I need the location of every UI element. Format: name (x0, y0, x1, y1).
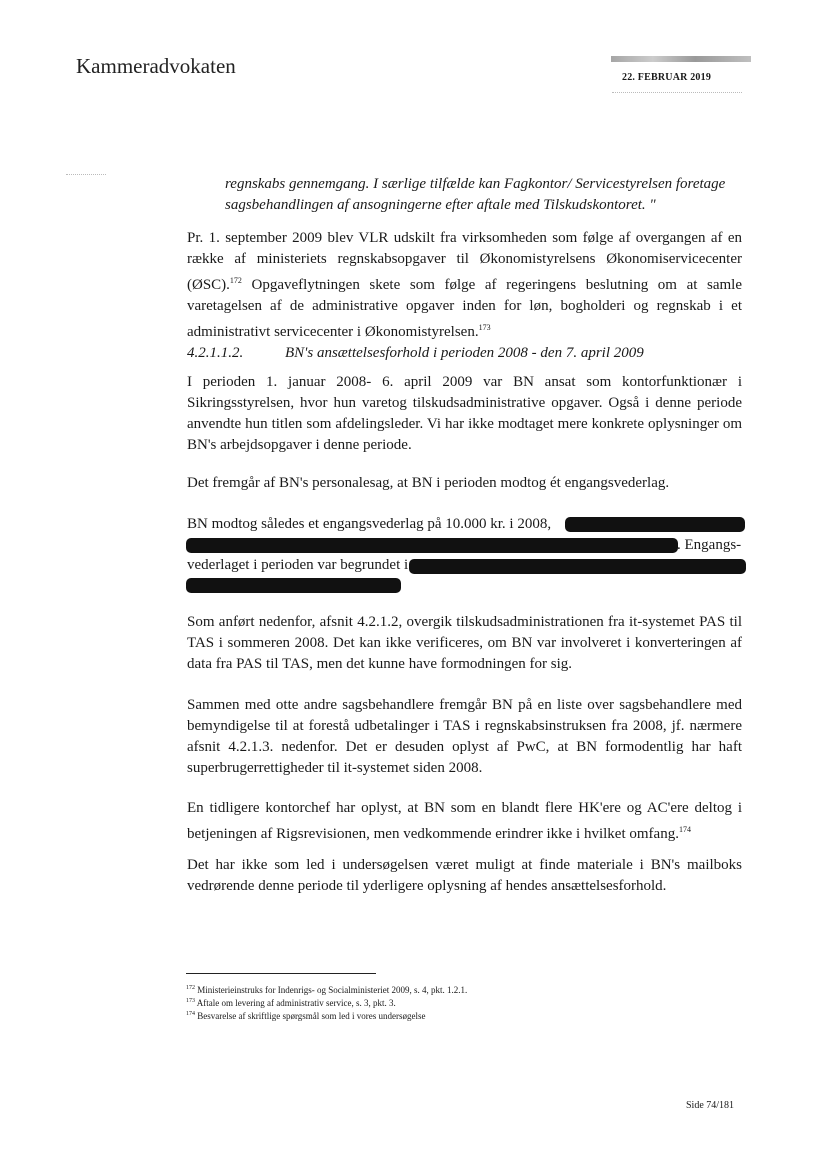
paragraph-7-text: En tidligere kontorchef har oplyst, at BN som en blandt flere HK'ere og AC'ere deltog i betjeningen af Rigsrevisionen, men vedkommende erindrer ikke i hvilket omfang. (187, 800, 742, 842)
paragraph-7 (187, 798, 742, 845)
paragraph-1-text-b: Opgaveflytningen skete som følge af regeringens beslutning om at samle varetagelsen af de administrative opgaver inden for løn, bogholderi og regnskab i et administrativt servicecenter i Økonomistyrelsen. (187, 277, 742, 340)
document-date: 22. FEBRUAR 2019 (622, 72, 712, 83)
footnote-text: Besvarelse af skriftlige spørgsmål som led i vores undersøgelse (197, 1011, 426, 1021)
paragraph-4-line-2-end: . Engangs- (677, 537, 742, 553)
redaction-bar (186, 578, 401, 593)
footnote-173 (186, 996, 396, 1009)
paragraph-6: Sammen med otte andre sagsbehandlere fremgår BN på en liste over sagsbehandlere med bemyndigelse til at forestå udbetalinger i TAS i regnskabsinstruksen fra 2008, jf. nærmere afsnit 4.2.1.3. nedenfor. Det er desuden oplyst af PwC, at BN formodentlig har haft superbrugerrettigheder til it-systemet siden 2008. (187, 697, 742, 776)
footnote-number: 172 (186, 985, 195, 991)
redaction-bar (409, 559, 746, 574)
footnote-rule (186, 973, 376, 974)
quote-line-1: regnskabs gennemgang. I særlige tilfælde kan Fagkontor/ Servicestyrelsen foretage (225, 176, 726, 192)
redaction-bar (565, 517, 745, 532)
paragraph-1-text-a: Pr. 1. september 2009 blev VLR udskilt fra virksomheden som følge af overgangen af en række af ministeriets regnskabsopgaver til Økonomistyrelsens Økonomiservicecenter (ØSC). (187, 230, 742, 293)
footnote-ref-174[interactable]: 174 (678, 825, 691, 834)
paragraph-3: Det fremgår af BN's personalesag, at BN i perioden modtog ét engangsvederlag. (187, 475, 670, 491)
footnote-ref-173[interactable]: 173 (478, 323, 491, 332)
quote-block (225, 174, 745, 216)
paragraph-4-line-1: BN modtog således et engangsvederlag på 10.000 kr. i 2008, (187, 516, 552, 532)
paragraph-1 (187, 228, 742, 343)
redaction-bar (186, 538, 678, 553)
section-number: 4.2.1.1.2. (187, 345, 244, 361)
footnote-text: Ministerieinstruks for Indenrigs- og Socialministeriet 2009, s. 4, pkt. 1.2.1. (197, 985, 468, 995)
header-rule (612, 92, 742, 93)
brand-name: Kammeradvokaten (76, 54, 236, 78)
paragraph-4-line-3: vederlaget i perioden var begrundet i (187, 557, 409, 573)
section-title: BN's ansættelsesforhold i perioden 2008 - den 7. april 2009 (285, 345, 644, 361)
footnote-172 (186, 983, 467, 996)
footnote-ref-172[interactable]: 172 (229, 276, 242, 285)
footnote-number: 174 (186, 1011, 195, 1017)
page-number: Side 74/181 (686, 1100, 735, 1111)
footnote-number: 173 (186, 998, 195, 1004)
footnote-text: Aftale om levering af administrativ service, s. 3, pkt. 3. (196, 998, 396, 1008)
quote-line-2: sagsbehandlingen af ansogningerne efter aftale med Tilskudskontoret. " (225, 197, 656, 213)
paragraph-2: I perioden 1. januar 2008- 6. april 2009 var BN ansat som kontorfunktionær i Sikringsstyrelsen, hvor hun varetog tilskudsadministrative opgaver. Også i denne periode anvendte hun titlen som afdelingsleder. Vi har ikke modtaget mere konkrete oplysninger om BN's arbejdsopgaver i denne periode. (187, 374, 742, 453)
header-bar (611, 56, 751, 62)
paragraph-5: Som anført nedenfor, afsnit 4.2.1.2, overgik tilskudsadministrationen fra it-systemet PAS til TAS i sommeren 2008. Det kan ikke verificeres, om BN var involveret i konverteringen af data fra PAS til TAS, men det kunne have formodningen for sig. (187, 614, 742, 672)
margin-mark (66, 174, 106, 175)
section-heading (187, 345, 644, 362)
footnote-174 (186, 1009, 426, 1022)
paragraph-8: Det har ikke som led i undersøgelsen været muligt at finde materiale i BN's mailboks vedrørende denne periode til yderligere oplysning af hendes ansættelsesforhold. (187, 857, 742, 894)
